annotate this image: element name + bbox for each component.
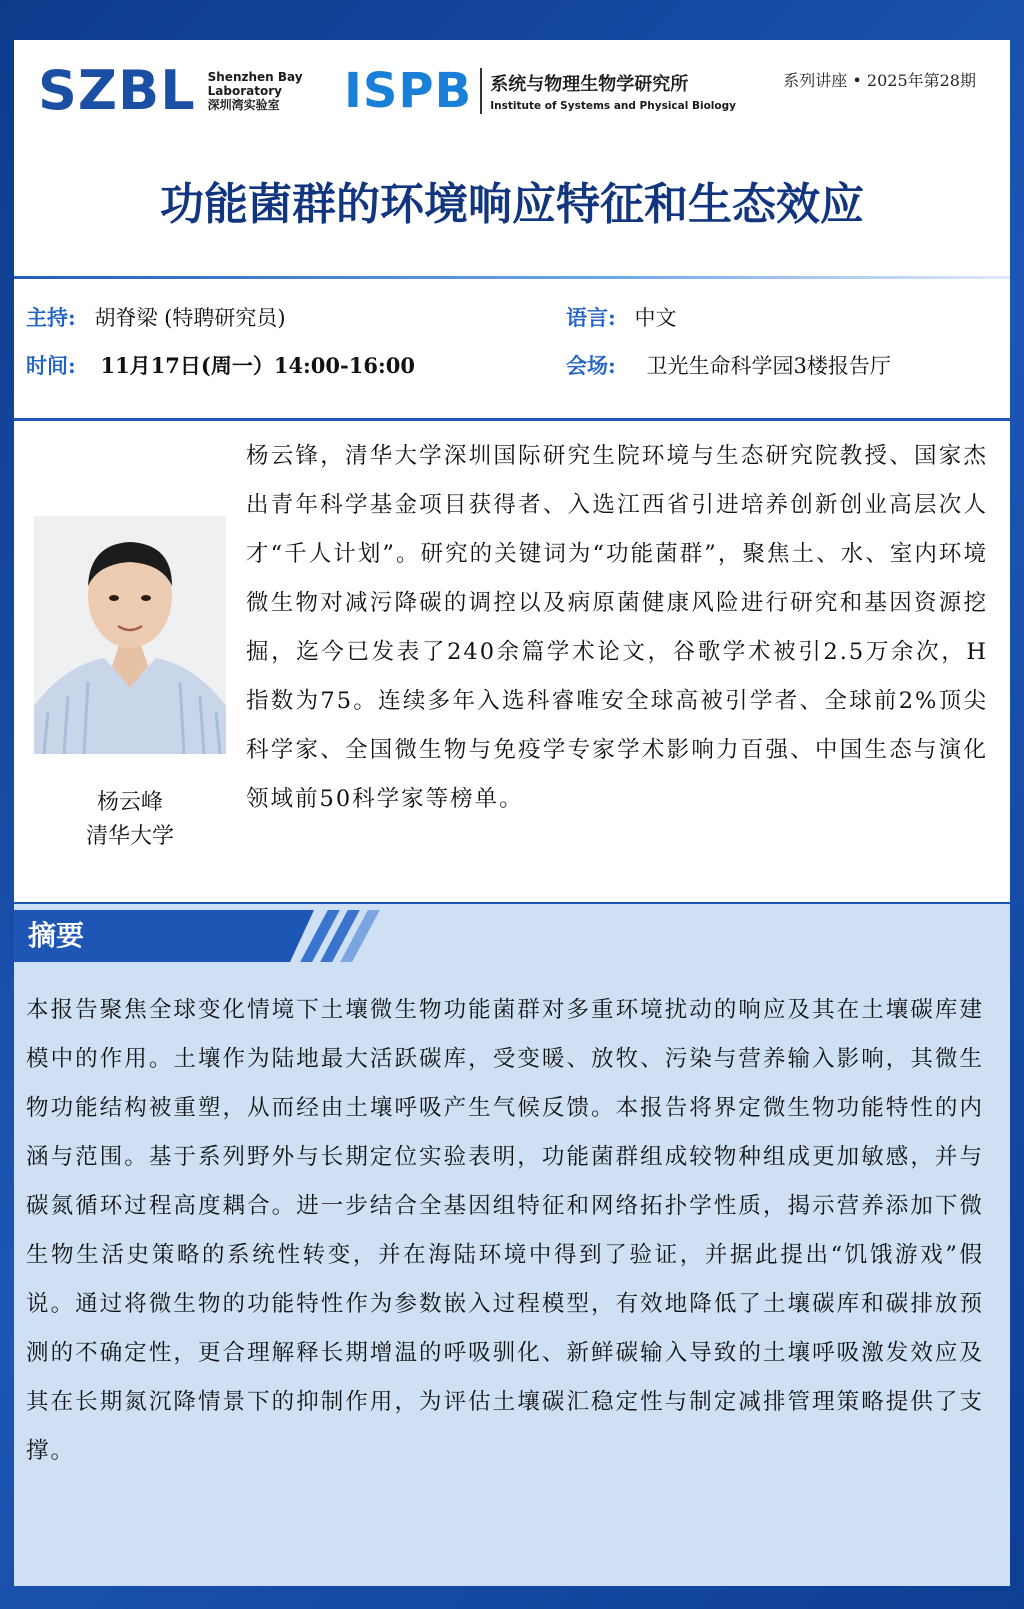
time-label: 时间: [26,353,76,378]
szbl-logo-text [208,70,303,112]
language-row [566,302,676,332]
time-row [26,350,415,380]
szbl-name-en-2: Laboratory [207,84,282,98]
venue-value: 卫光生命科学园3楼报告厅 [646,354,891,378]
abstract-body: 本报告聚焦全球变化情境下土壤微生物功能菌群对多重环境扰动的响应及其在土壤碳库建模中的作用。土壤作为陆地最大活跃碳库，受变暖、放牧、污染与营养输入影响，其微生物功能结构被重塑，从而经由土壤呼吸产生气候反馈。本报告将界定微生物功能特性的内涵与范围。基于系列野外与长期定位实验表明，功能菌群组成较物种组成更加敏感，并与碳氮循环过程高度耦合。进一步结合全基因组特征和网络拓扑学性质，揭示营养添加下微生物生活史策略的系统性转变，并在海陆环境中得到了验证，并据此提出“饥饿游戏”假说。通过将微生物的功能特性作为参数嵌入过程模型，有效地降低了土壤碳库和碳排放预测的不确定性，更合理解释长期增温的呼吸驯化、新鲜碳输入导致的土壤呼吸激发效应及其在长期氮沉降情景下的抑制作用，为评估土壤碳汇稳定性与制定减排管理策略提供了支撑。 [26,997,984,1464]
ispb-name-en: Institute of Systems and Physical Biology [490,100,736,112]
szbl-name-en-1: Shenzhen Bay [207,70,303,84]
speaker-affiliation: 清华大学 [85,824,174,849]
language-value: 中文 [634,306,677,330]
language-label: 语言: [566,305,616,330]
ispb-name-cn: 系统与物理生物学研究所 [490,74,689,95]
abstract-heading: 摘要 [28,919,85,952]
speaker-bio: 杨云锋，清华大学深圳国际研究生院环境与生态研究院教授、国家杰出青年科学基金项目获得者、入选江西省引进培养创新创业高层次人才“千人计划”。研究的关键词为“功能菌群”，聚焦土、水、室内环境微生物对减污降碳的调控以及病原菌健康风险进行研究和基因资源挖掘，迄今已发表了240余篇学术论文，谷歌学术被引2.5万余次，H 指数为75。连续多年入选科睿唯安全球高被引学者、全球前2%顶尖科学家、全国微生物与免疫学专家学术影响力百强、中国生态与演化领域前50科学家等榜单。 [246,443,988,812]
host-value: 胡脊梁 (特聘研究员) [94,306,286,330]
szbl-name-cn: 深圳湾实验室 [207,98,280,112]
szbl-logo [38,56,303,126]
ispb-logo-text [490,70,736,112]
time-value: 11月17日(周一）14:00-16:00 [100,353,415,378]
poster-sheet [14,40,1010,1586]
speaker-name: 杨云峰 [96,790,163,815]
series-label: 系列讲座 • 2025年第28期 [783,71,976,90]
speaker-photo [34,516,226,754]
info-divider [14,418,1010,421]
venue-label: 会场: [566,353,616,378]
host-label: 主持: [26,305,76,330]
logo-divider [480,68,482,114]
szbl-logo-mark: SZBL [38,59,196,122]
ispb-logo [344,56,736,126]
speaker-caption [34,786,226,854]
title-divider [14,276,1010,279]
venue-row [566,350,891,380]
host-row [26,302,286,332]
lecture-title: 功能菌群的环境响应特征和生态效应 [160,179,864,230]
header [14,40,1010,140]
ispb-logo-mark: ISPB [344,63,473,119]
